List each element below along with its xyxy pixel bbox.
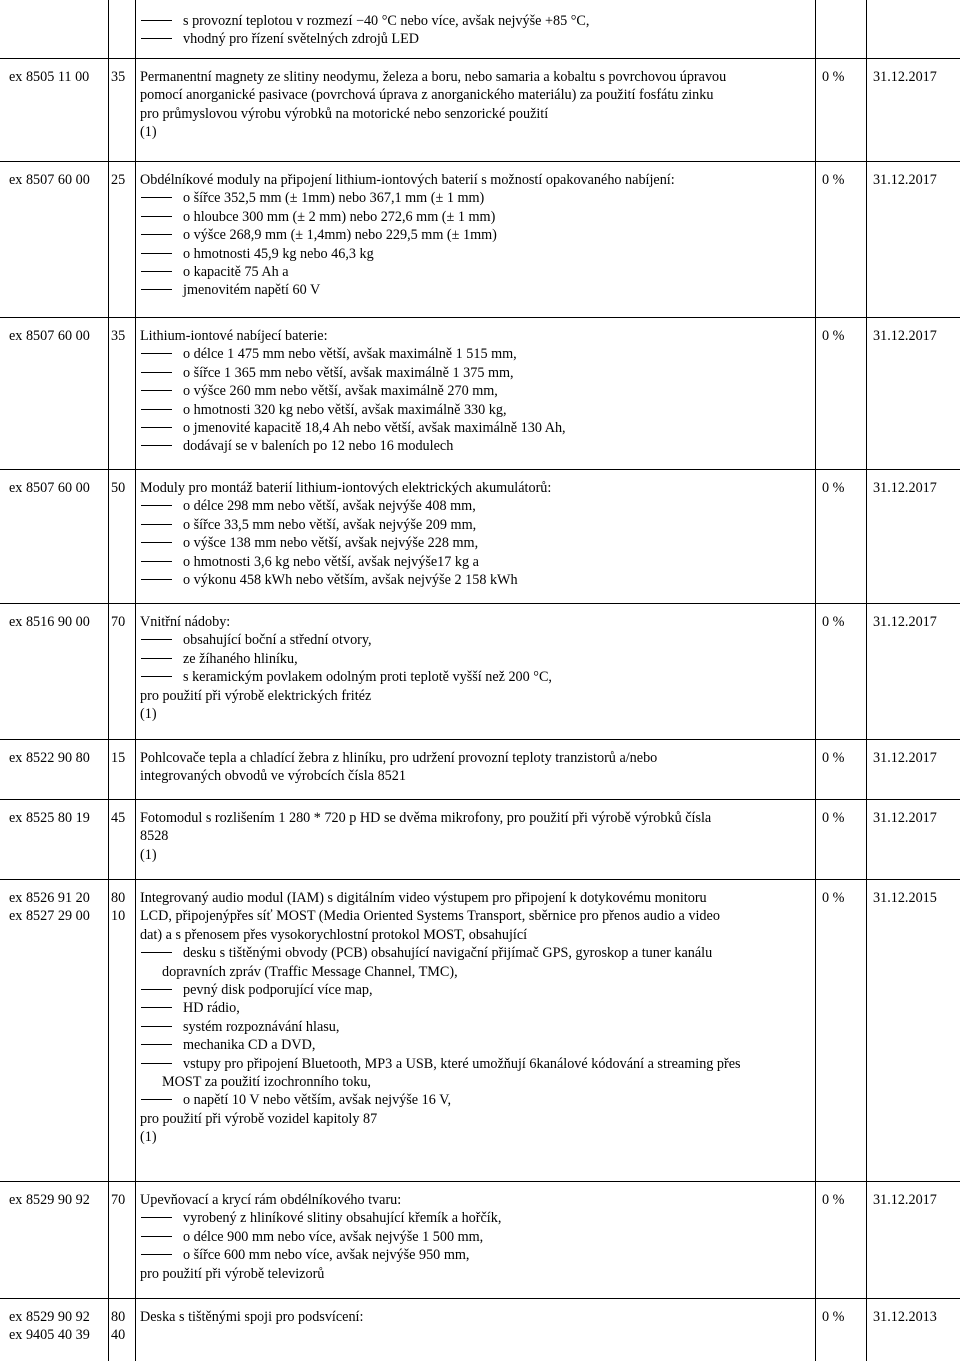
dash-marker (141, 676, 172, 677)
duty-rate: 0 % (822, 328, 845, 344)
description-cell (140, 889, 812, 1147)
taric-cell (111, 171, 135, 189)
column-divider (108, 0, 109, 1361)
row-divider (0, 879, 960, 880)
cn-code: ex 8516 90 00 (9, 614, 90, 630)
description-line: 8528 (140, 828, 169, 845)
taric-subdivision: 15 (111, 750, 126, 766)
description-line: Vnitřní nádoby: (140, 614, 231, 630)
item-text: o výkonu 458 kWh nebo větším, avšak nejvýše 2 158 kWh (183, 572, 518, 589)
taric-cell (111, 479, 135, 497)
review-date: 31.12.2017 (873, 172, 937, 188)
description-item (140, 263, 812, 281)
review-date: 31.12.2017 (873, 810, 937, 826)
dash-marker (141, 20, 172, 21)
description-line: LCD, připojenýpřes síť MOST (Media Oriented Systems Transport, sběrnice pro přenos audio a video (140, 908, 720, 925)
row-divider (0, 1181, 960, 1182)
dash-marker (141, 989, 172, 990)
description-cell (140, 68, 812, 142)
description-item (140, 364, 812, 382)
description-item (140, 437, 812, 455)
description-item (140, 534, 812, 552)
duty-rate: 0 % (822, 1309, 845, 1325)
dash-marker (141, 409, 172, 410)
description-item (140, 516, 812, 534)
cn-code: ex 8529 90 92 (9, 1192, 90, 1208)
taric-subdivision: 25 (111, 172, 126, 188)
item-text: s provozní teplotou v rozmezí −40 °C nebo více, avšak nejvýše +85 °C, (183, 13, 590, 29)
description-item (140, 382, 812, 400)
item-text: o výšce 268,9 mm (± 1,4mm) nebo 229,5 mm (± 1mm) (183, 227, 497, 244)
taric-cell (111, 613, 135, 631)
cn-code: ex 8505 11 00 (9, 69, 90, 85)
duty-rate: 0 % (822, 614, 845, 630)
description-item (140, 668, 812, 686)
item-text: o kapacitě 75 Ah a (183, 264, 289, 281)
item-text: obsahující boční a střední otvory, (183, 632, 372, 649)
item-text: o šířce 1 365 mm nebo větší, avšak maximálně 1 375 mm, (183, 364, 514, 381)
cn-code: ex 9405 40 39 (9, 1327, 90, 1344)
description-line: (1) (140, 1129, 157, 1146)
row-divider (0, 469, 960, 470)
dash-marker (141, 289, 172, 290)
description-item (140, 1055, 812, 1073)
item-text: o délce 298 mm nebo větší, avšak nejvýše 408 mm, (183, 498, 476, 515)
row-divider (0, 1298, 960, 1299)
dash-marker (141, 216, 172, 217)
taric-subdivision: 70 (111, 614, 126, 630)
dash-marker (141, 390, 172, 391)
review-date: 31.12.2017 (873, 69, 937, 85)
dash-marker (141, 639, 172, 640)
dash-marker (141, 524, 172, 525)
dash-marker (141, 372, 172, 373)
description-item (140, 999, 812, 1017)
dash-marker (141, 952, 172, 953)
description-line: pomocí anorganické pasivace (povrchová úprava z anorganického materiálu) za použití fosfátu zinku (140, 87, 714, 104)
cn-code: ex 8507 60 00 (9, 480, 90, 496)
item-text: pevný disk podporující více map, (183, 982, 373, 999)
row-divider (0, 58, 960, 59)
description-item (140, 553, 812, 571)
description-line: Deska s tištěnými spoji pro podsvícení: (140, 1309, 364, 1325)
taric-cell (111, 1191, 135, 1209)
description-item-continuation (140, 1073, 812, 1091)
description-cell (140, 809, 812, 864)
row-divider (0, 603, 960, 604)
item-text: o hmotnosti 45,9 kg nebo 46,3 kg (183, 245, 374, 262)
item-text: vhodný pro řízení světelných zdrojů LED (183, 31, 419, 48)
description-item (140, 281, 812, 299)
dash-marker (141, 253, 172, 254)
row-divider (0, 161, 960, 162)
cn-code: ex 8526 91 20 (9, 890, 90, 906)
item-text: systém rozpoznávání hlasu, (183, 1018, 340, 1035)
duty-rate: 0 % (822, 890, 845, 906)
description-item (140, 401, 812, 419)
description-line: Obdélníkové moduly na připojení lithium-iontových baterií s možností opakovaného nabíjení: (140, 172, 675, 188)
item-text: o délce 1 475 mm nebo větší, avšak maximálně 1 515 mm, (183, 346, 517, 363)
description-line: pro použití při výrobě televizorů (140, 1265, 325, 1282)
item-text: o šířce 600 mm nebo více, avšak nejvýše 950 mm, (183, 1247, 470, 1264)
dash-marker (141, 1044, 172, 1045)
description-line: dat) a s přenosem přes vysokorychlostní protokol MOST, obsahující (140, 926, 528, 943)
description-item (140, 1209, 812, 1227)
item-text: o šířce 352,5 mm (± 1mm) nebo 367,1 mm (± 1 mm) (183, 190, 485, 207)
description-item (140, 944, 812, 962)
description-line: Moduly pro montáž baterií lithium-iontových elektrických akumulátorů: (140, 480, 552, 496)
row-divider (0, 739, 960, 740)
cn-code-cell (9, 809, 105, 827)
cn-code: ex 8527 29 00 (9, 908, 90, 925)
duty-rate: 0 % (822, 810, 845, 826)
item-text: o napětí 10 V nebo větším, avšak nejvýše 16 V, (183, 1092, 452, 1109)
review-date: 31.12.2015 (873, 890, 937, 906)
description-item (140, 650, 812, 668)
description-cell (140, 12, 812, 49)
row-divider (0, 317, 960, 318)
taric-cell (111, 68, 135, 86)
item-text: o délce 900 mm nebo více, avšak nejvýše 1 500 mm, (183, 1228, 484, 1245)
cn-code-cell (9, 68, 105, 86)
description-line: Pohlcovače tepla a chladící žebra z hliníku, pro udržení provozní teploty tranzistorů a/nebo (140, 750, 658, 766)
cn-code-cell (9, 1308, 105, 1345)
review-date: 31.12.2017 (873, 480, 937, 496)
description-item (140, 1036, 812, 1054)
dash-marker (141, 1217, 172, 1218)
description-item (140, 631, 812, 649)
description-cell (140, 1308, 812, 1326)
taric-subdivision: 70 (111, 1192, 126, 1208)
description-item (140, 571, 812, 589)
cn-code-cell (9, 613, 105, 631)
description-item (140, 208, 812, 226)
description-line: (1) (140, 706, 157, 723)
review-date: 31.12.2017 (873, 1192, 937, 1208)
description-cell (140, 613, 812, 723)
dash-marker (141, 579, 172, 580)
dash-marker (141, 561, 172, 562)
description-cell (140, 1191, 812, 1283)
item-text: desku s tištěnými obvody (PCB) obsahující navigační přijímač GPS, gyroskop a tuner kanálu (183, 945, 713, 962)
item-text: MOST za použití izochronního toku, (162, 1074, 371, 1091)
column-divider (866, 0, 867, 1361)
description-cell (140, 749, 812, 786)
taric-cell (111, 749, 135, 767)
description-line: Upevňovací a krycí rám obdélníkového tvaru: (140, 1192, 402, 1208)
description-item (140, 1228, 812, 1246)
column-divider (135, 0, 136, 1361)
taric-subdivision: 35 (111, 328, 126, 344)
taric-cell (111, 327, 135, 345)
description-line: Permanentní magnety ze slitiny neodymu, železa a boru, nebo samaria a kobaltu s povrchovou úpravou (140, 69, 727, 85)
duty-rate: 0 % (822, 69, 845, 85)
description-item (140, 1246, 812, 1264)
duty-rate: 0 % (822, 172, 845, 188)
description-item (140, 345, 812, 363)
dash-marker (141, 658, 172, 659)
dash-marker (141, 445, 172, 446)
dash-marker (141, 271, 172, 272)
item-text: ze žíhaného hliníku, (183, 650, 298, 667)
description-cell (140, 171, 812, 300)
taric-subdivision: 50 (111, 480, 126, 496)
item-text: o výšce 138 mm nebo větší, avšak nejvýše 228 mm, (183, 535, 479, 552)
cn-code: ex 8507 60 00 (9, 172, 90, 188)
taric-subdivision: 40 (111, 1327, 126, 1344)
duty-rate: 0 % (822, 480, 845, 496)
item-text: HD rádio, (183, 1000, 240, 1017)
description-item (140, 226, 812, 244)
dash-marker (141, 38, 172, 39)
taric-cell (111, 809, 135, 827)
item-text: dopravních zpráv (Traffic Message Channel, TMC), (162, 963, 458, 980)
dash-marker (141, 427, 172, 428)
item-text: o šířce 33,5 mm nebo větší, avšak nejvýše 209 mm, (183, 516, 477, 533)
item-text: dodávají se v baleních po 12 nebo 16 modulech (183, 438, 454, 455)
cn-code: ex 8525 80 19 (9, 810, 90, 826)
description-line: pro použití při výrobě elektrických fritéz (140, 687, 372, 704)
dash-marker (141, 1063, 172, 1064)
description-line: integrovaných obvodů ve výrobcích čísla 8521 (140, 768, 406, 785)
taric-subdivision: 80 (111, 1309, 126, 1325)
duty-rate: 0 % (822, 750, 845, 766)
item-text: vstupy pro připojení Bluetooth, MP3 a USB, které umožňují 6kanálové kódování a streaming přes (183, 1055, 741, 1072)
cn-code: ex 8522 90 80 (9, 750, 90, 766)
taric-subdivision: 35 (111, 69, 126, 85)
continuation-item (140, 30, 812, 48)
description-line: pro průmyslovou výrobu výrobků na motorické nebo senzorické použití (140, 105, 549, 122)
taric-subdivision: 10 (111, 908, 126, 925)
dash-marker (141, 542, 172, 543)
dash-marker (141, 1254, 172, 1255)
description-cell (140, 479, 812, 589)
cn-code: ex 8507 60 00 (9, 328, 90, 344)
description-line: (1) (140, 124, 157, 141)
cn-code-cell (9, 889, 105, 926)
taric-subdivision: 45 (111, 810, 126, 826)
dash-marker (141, 353, 172, 354)
cn-code-cell (9, 171, 105, 189)
row-divider (0, 799, 960, 800)
column-divider (815, 0, 816, 1361)
item-text: s keramickým povlakem odolným proti teplotě vyšší než 200 °C, (183, 669, 552, 686)
description-item (140, 189, 812, 207)
review-date: 31.12.2017 (873, 750, 937, 766)
dash-marker (141, 1099, 172, 1100)
description-item (140, 981, 812, 999)
continuation-item (140, 12, 812, 30)
item-text: o hmotnosti 320 kg nebo větší, avšak maximálně 330 kg, (183, 401, 507, 418)
dash-marker (141, 505, 172, 506)
description-item (140, 497, 812, 515)
item-text: jmenovitém napětí 60 V (183, 282, 321, 299)
description-line: pro použití při výrobě vozidel kapitoly 87 (140, 1110, 378, 1127)
cn-code: ex 8529 90 92 (9, 1309, 90, 1325)
item-text: mechanika CD a DVD, (183, 1037, 316, 1054)
item-text: o výšce 260 mm nebo větší, avšak maximálně 270 mm, (183, 383, 498, 400)
description-item (140, 245, 812, 263)
cn-code-cell (9, 1191, 105, 1209)
review-date: 31.12.2017 (873, 328, 937, 344)
dash-marker (141, 234, 172, 235)
item-text: vyrobený z hliníkové slitiny obsahující křemík a hořčík, (183, 1210, 502, 1227)
description-line: Fotomodul s rozlišením 1 280 * 720 p HD se dvěma mikrofony, pro použití při výrobě výrobků čísla (140, 810, 712, 826)
dash-marker (141, 1236, 172, 1237)
item-text: o hloubce 300 mm (± 2 mm) nebo 272,6 mm (± 1 mm) (183, 208, 496, 225)
description-line: Integrovaný audio modul (IAM) s digitálním video výstupem pro připojení k dotykovému monitoru (140, 890, 707, 906)
cn-code-cell (9, 749, 105, 767)
review-date: 31.12.2017 (873, 614, 937, 630)
description-item-continuation (140, 963, 812, 981)
item-text: o hmotnosti 3,6 kg nebo větší, avšak nejvýše17 kg a (183, 553, 479, 570)
review-date: 31.12.2013 (873, 1309, 937, 1325)
cn-code-cell (9, 479, 105, 497)
description-line: Lithium-iontové nabíjecí baterie: (140, 328, 328, 344)
dash-marker (141, 1007, 172, 1008)
taric-subdivision: 80 (111, 890, 126, 906)
taric-cell (111, 1308, 135, 1345)
description-line: (1) (140, 846, 157, 863)
dash-marker (141, 1026, 172, 1027)
description-item (140, 1018, 812, 1036)
description-cell (140, 327, 812, 456)
dash-marker (141, 197, 172, 198)
cn-code-cell (9, 327, 105, 345)
description-item (140, 1091, 812, 1109)
item-text: o jmenovité kapacitě 18,4 Ah nebo větší, avšak maximálně 130 Ah, (183, 420, 566, 437)
duty-rate: 0 % (822, 1192, 845, 1208)
description-item (140, 419, 812, 437)
taric-cell (111, 889, 135, 926)
